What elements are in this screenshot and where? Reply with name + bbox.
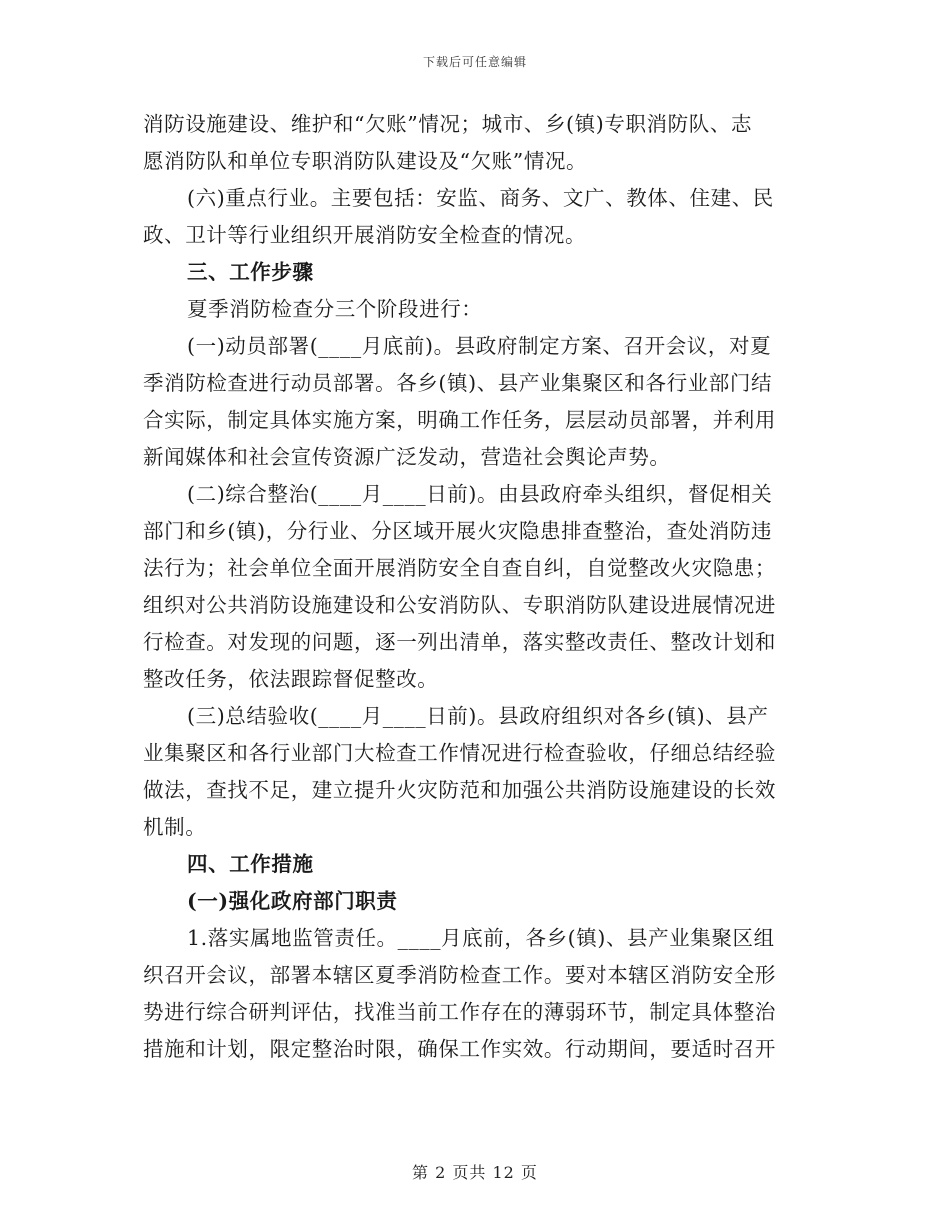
paragraph-line: 行检查。对发现的问题，逐一列出清单，落实整改责任、整改计划和 — [143, 630, 776, 654]
section-heading: 三、工作步骤 — [187, 260, 314, 284]
paragraph-line: 季消防检查进行动员部署。各乡(镇)、县产业集聚区和各行业部门结 — [143, 371, 773, 395]
paragraph-line: 政、卫计等行业组织开展消防安全检查的情况。 — [143, 223, 587, 247]
paragraph-line: 法行为；社会单位全面开展消防安全自查自纠，自觉整改火灾隐患； — [143, 556, 776, 580]
page-header: 下载后可任意编辑 — [422, 55, 527, 69]
page-footer: 第 2 页共 12 页 — [412, 1163, 538, 1182]
paragraph-line: 机制。 — [143, 815, 207, 839]
paragraph-line: 组织对公共消防设施建设和公安消防队、专职消防队建设进展情况进 — [143, 593, 776, 617]
paragraph-line: 夏季消防检查分三个阶段进行： — [187, 297, 483, 321]
paragraph-line: 部门和乡(镇)，分行业、分区域开展火灾隐患排查整治，查处消防违 — [143, 519, 773, 543]
paragraph-line: 消防设施建设、维护和“欠账”情况；城市、乡(镇)专职消防队、志 — [143, 112, 753, 136]
paragraph-line: (三)总结验收(____月____日前)。县政府组织对各乡(镇)、县产 — [187, 704, 769, 728]
section-heading: 四、工作措施 — [187, 852, 314, 876]
paragraph-line: 1.落实属地监管责任。____月底前，各乡(镇)、县产业集聚区组 — [187, 926, 775, 950]
paragraph-line: 织召开会议，部署本辖区夏季消防检查工作。要对本辖区消防安全形 — [143, 963, 776, 987]
paragraph-line: 合实际，制定具体实施方案，明确工作任务，层层动员部署，并利用 — [143, 408, 776, 432]
paragraph-line: 整改任务，依法跟踪督促整改。 — [143, 667, 439, 691]
paragraph-line: 做法，查找不足，建立提升火灾防范和加强公共消防设施建设的长效 — [143, 778, 776, 802]
paragraph-line: 措施和计划，限定整治时限，确保工作实效。行动期间，要适时召开 — [143, 1037, 776, 1061]
paragraph-line: 新闻媒体和社会宣传资源广泛发动，营造社会舆论声势。 — [143, 445, 671, 469]
paragraph-line: (二)综合整治(____月____日前)。由县政府牵头组织，督促相关 — [187, 482, 773, 506]
paragraph-line: (一)动员部署(____月底前)。县政府制定方案、召开会议，对夏 — [187, 334, 772, 358]
paragraph-line: 愿消防队和单位专职消防队建设及“欠账”情况。 — [143, 149, 588, 173]
paragraph-line: 势进行综合研判评估，找准当前工作存在的薄弱环节，制定具体整治 — [143, 1000, 776, 1024]
paragraph-line: 业集聚区和各行业部门大检查工作情况进行检查验收，仔细总结经验 — [143, 741, 776, 765]
document-body — [143, 106, 803, 1068]
paragraph-line: (六)重点行业。主要包括：安监、商务、文广、教体、住建、民 — [187, 186, 774, 210]
section-heading: (一)强化政府部门职责 — [187, 889, 398, 913]
